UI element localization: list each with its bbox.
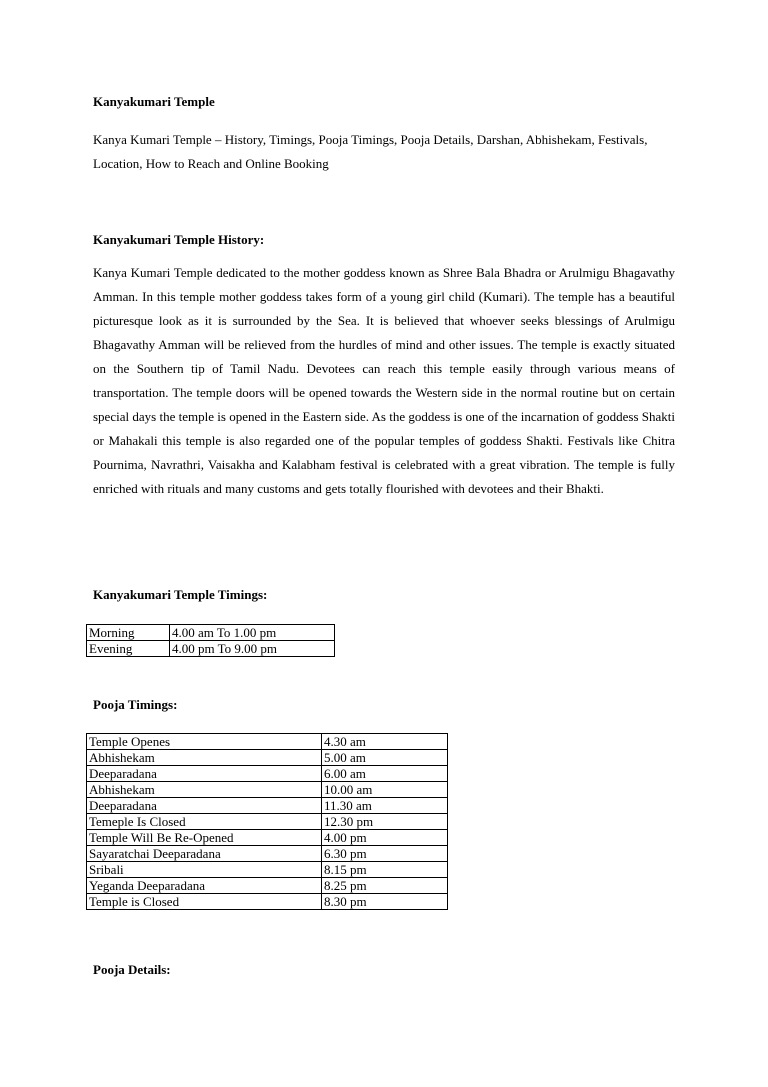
timings-label-cell: Morning: [87, 625, 170, 641]
table-row: [87, 894, 448, 910]
pooja-timings-table: [86, 733, 448, 910]
table-row: [87, 750, 448, 766]
table-row: [87, 641, 335, 657]
pooja-time-cell: 11.30 am: [322, 798, 448, 814]
pooja-label-cell: Sayaratchai Deeparadana: [87, 846, 322, 862]
pooja-time-cell: 8.25 pm: [322, 878, 448, 894]
pooja-time-cell: 10.00 am: [322, 782, 448, 798]
pooja-time-cell: 5.00 am: [322, 750, 448, 766]
page-title: Kanyakumari Temple: [93, 94, 215, 109]
table-row: [87, 846, 448, 862]
pooja-time-cell: 4.00 pm: [322, 830, 448, 846]
pooja-label-cell: Temeple Is Closed: [87, 814, 322, 830]
pooja-timings-heading: Pooja Timings:: [93, 697, 178, 712]
pooja-label-cell: Temple Will Be Re-Opened: [87, 830, 322, 846]
timings-heading: Kanyakumari Temple Timings:: [93, 587, 268, 602]
pooja-time-cell: 4.30 am: [322, 734, 448, 750]
table-row: [87, 625, 335, 641]
pooja-label-cell: Deeparadana: [87, 798, 322, 814]
history-heading: Kanyakumari Temple History:: [93, 232, 265, 247]
pooja-label-cell: Temple Openes: [87, 734, 322, 750]
intro-paragraph: Kanya Kumari Temple – History, Timings, Pooja Timings, Pooja Details, Darshan, Abhishekam, Festivals, Location, How to Reach and Online Booking: [93, 132, 648, 171]
timings-label-cell: Evening: [87, 641, 170, 657]
history-paragraph: Kanya Kumari Temple dedicated to the mother goddess known as Shree Bala Bhadra or Arulmigu Bhagavathy Amman. In this temple mother goddess takes form of a young girl child (Kumari). The temple has a beautiful picturesque look as it is surrounded by the Sea. It is believed that whoever seeks blessings of Arulmigu Bhagavathy Amman will be relieved from the hurdles of mind and other issues. The temple is exactly situated on the Southern tip of Tamil Nadu. Devotees can reach this temple easily through various means of transportation. The temple doors will be opened towards the Western side in the normal routine but on certain special days the temple is opened in the Eastern side. As the goddess is one of the incarnation of goddess Shakti or Mahakali this temple is also regarded one of the popular temples of goddess Shakti. Festivals like Chitra Pournima, Navrathri, Vaisakha and Kalabham festival is celebrated with a great vibration. The temple is fully enriched with rituals and many customs and gets totally flourished with devotees and their Bhakti.: [93, 265, 675, 496]
table-row: [87, 862, 448, 878]
table-row: [87, 830, 448, 846]
timings-value-cell: 4.00 pm To 9.00 pm: [170, 641, 335, 657]
pooja-time-cell: 6.00 am: [322, 766, 448, 782]
pooja-label-cell: Sribali: [87, 862, 322, 878]
table-row: [87, 766, 448, 782]
pooja-label-cell: Deeparadana: [87, 766, 322, 782]
pooja-time-cell: 12.30 pm: [322, 814, 448, 830]
pooja-label-cell: Temple is Closed: [87, 894, 322, 910]
table-row: [87, 734, 448, 750]
pooja-time-cell: 8.15 pm: [322, 862, 448, 878]
table-row: [87, 814, 448, 830]
pooja-label-cell: Abhishekam: [87, 782, 322, 798]
pooja-label-cell: Abhishekam: [87, 750, 322, 766]
timings-value-cell: 4.00 am To 1.00 pm: [170, 625, 335, 641]
table-row: [87, 782, 448, 798]
timings-table: [86, 624, 335, 657]
pooja-time-cell: 6.30 pm: [322, 846, 448, 862]
table-row: [87, 878, 448, 894]
table-row: [87, 798, 448, 814]
pooja-details-heading: Pooja Details:: [93, 962, 171, 977]
pooja-time-cell: 8.30 pm: [322, 894, 448, 910]
pooja-label-cell: Yeganda Deeparadana: [87, 878, 322, 894]
